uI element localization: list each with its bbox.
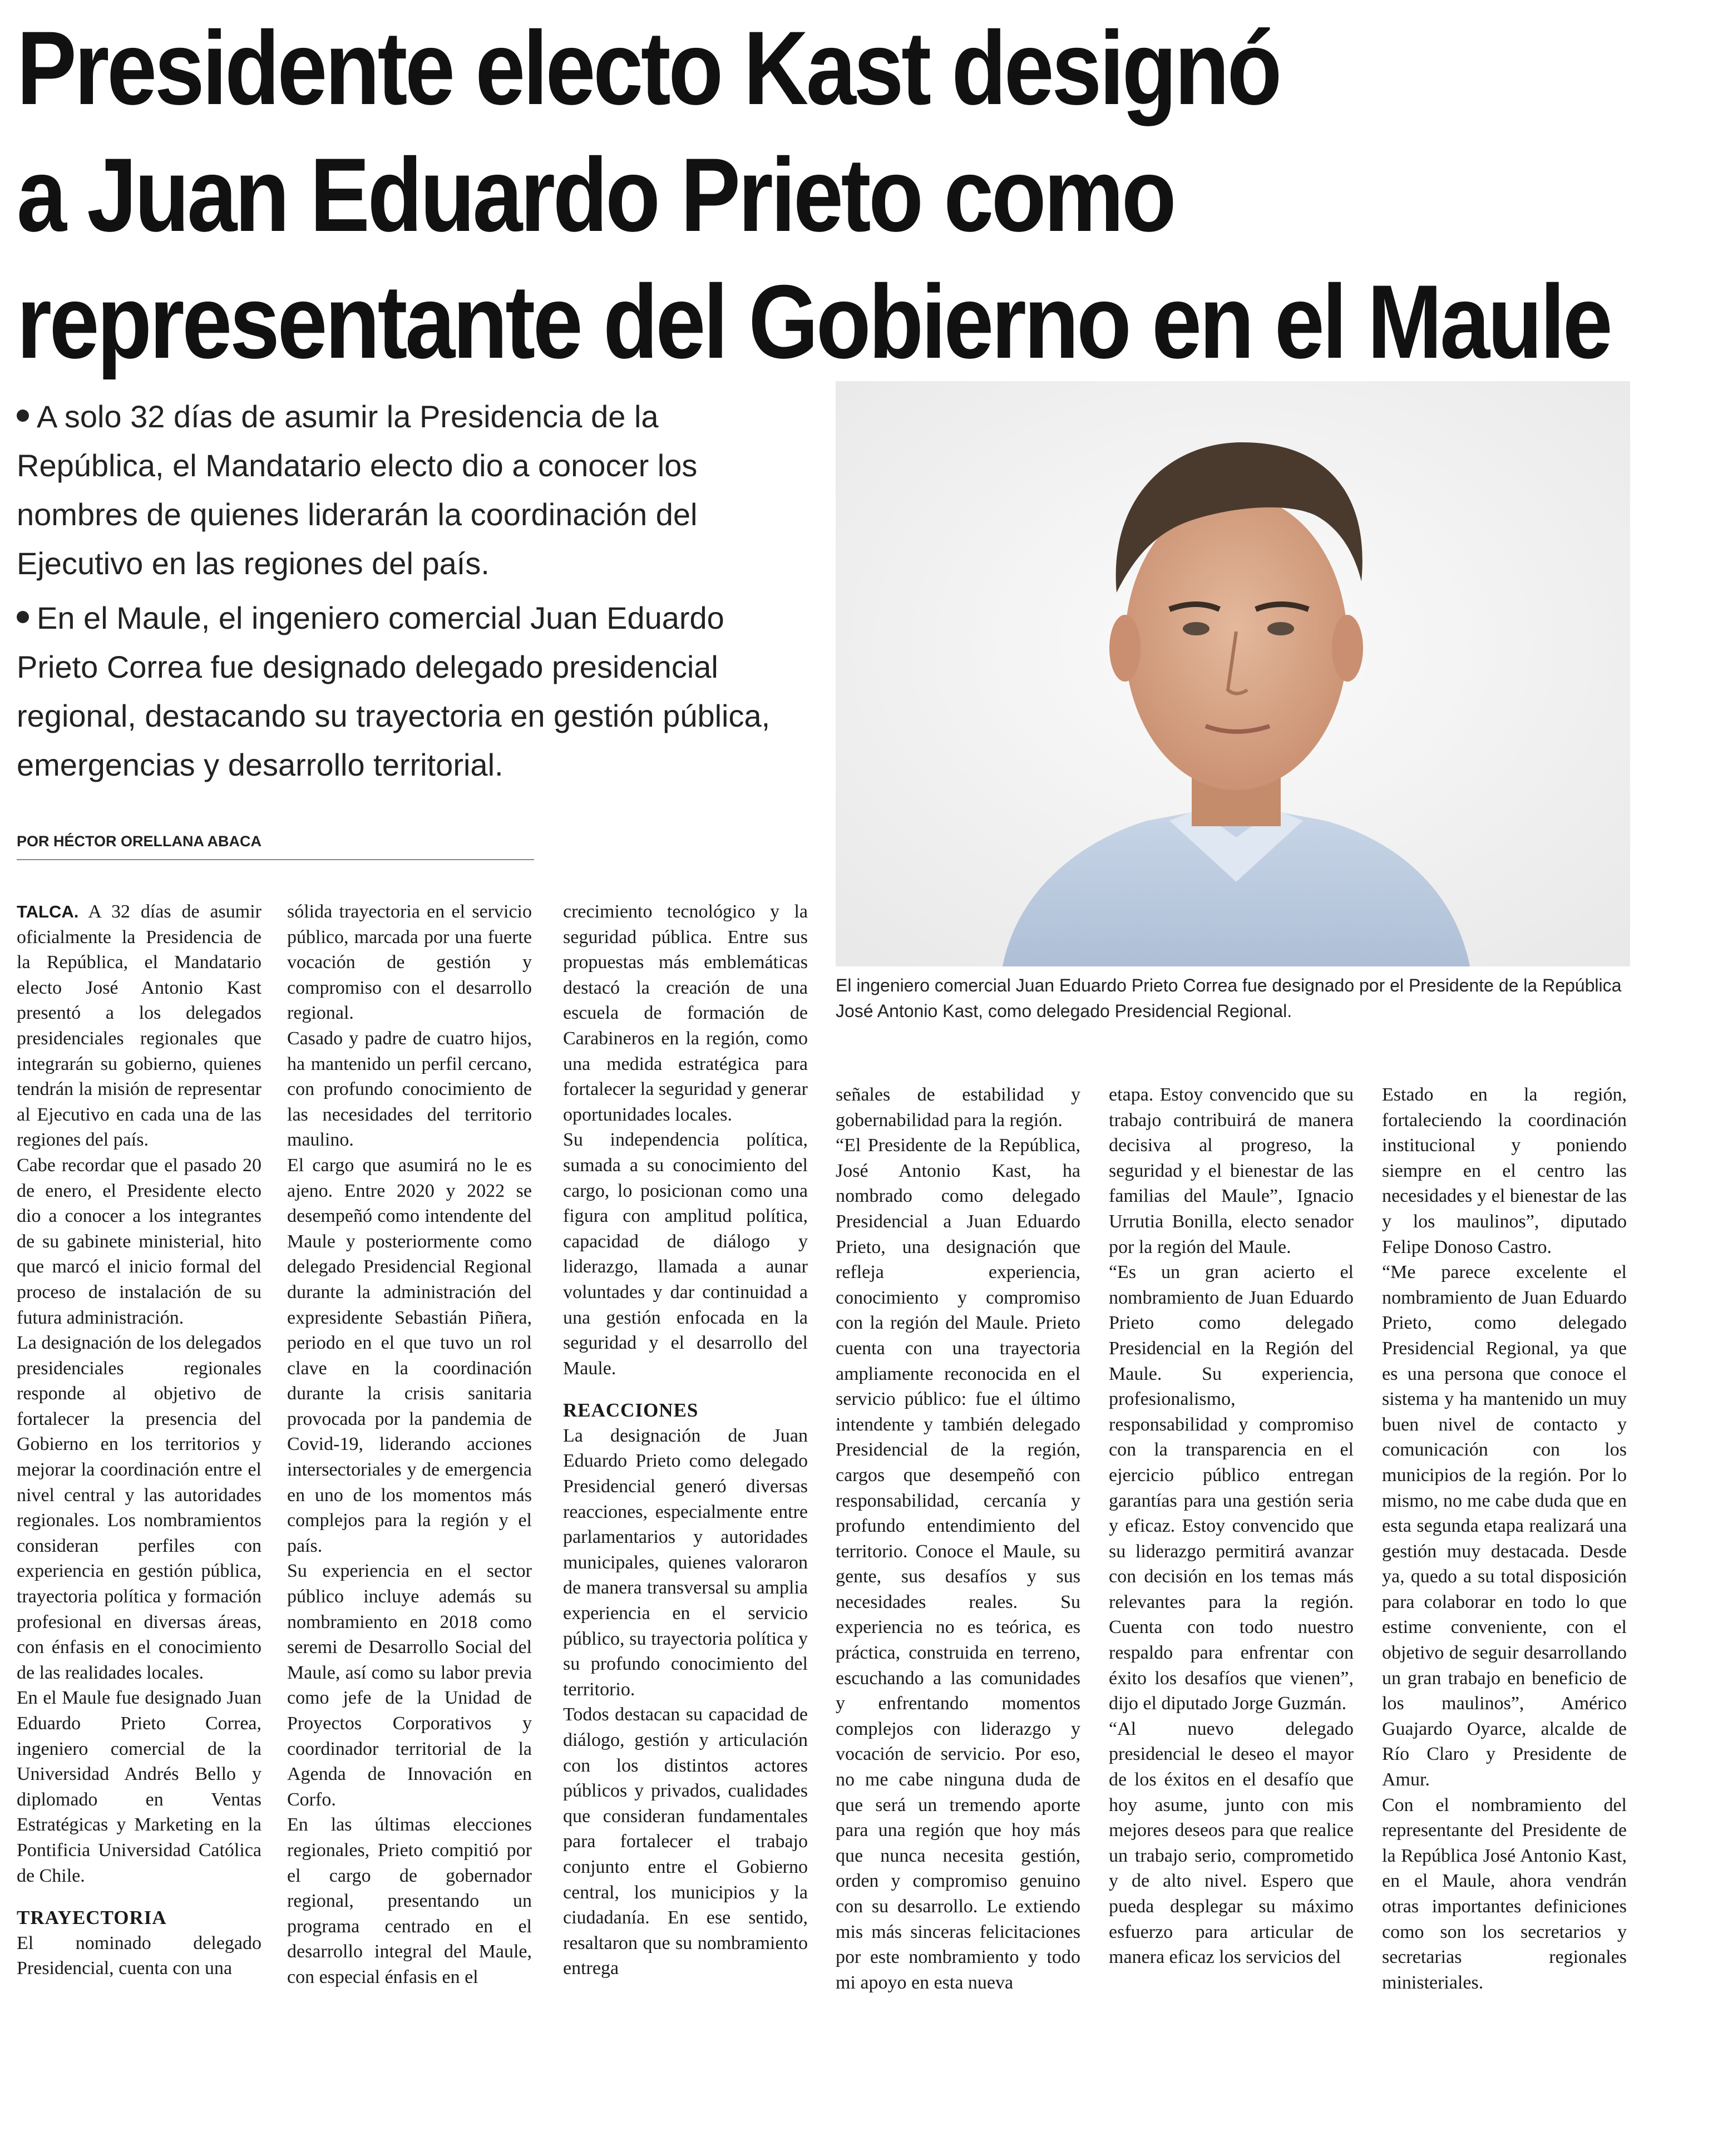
portrait-photo bbox=[836, 381, 1630, 966]
headline-line-1: Presidente electo Kast designó bbox=[17, 9, 1280, 126]
paragraph: Casado y padre de cuatro hijos, ha mantenido un perfil cercano, con profundo conocimiento de las necesidades del territorio maulino. bbox=[287, 1028, 532, 1151]
article-column-5 bbox=[1109, 1082, 1354, 1970]
paragraph: sólida trayectoria en el servicio público, marcada por una fuerte vocación de gestión y compromiso con el desarrollo regional. bbox=[287, 901, 532, 1024]
paragraph: “El Presidente de la República, José Antonio Kast, ha nombrado como delegado Presidencial a Juan Eduardo Prieto, una designación que refleja experiencia, conocimiento y compromiso con la región del Maule. Prieto cuenta con una trayectoria ampliamente reconocida en el servicio público: fue el último intendente y también delegado Presidencial de la región, cargos que desempeñó con responsabilidad, cercanía y profundo entendimiento del territorio. Conoce el Maule, su gente, sus desafíos y sus necesidades reales. Su experiencia no es teórica, es práctica, construida en terreno, escuchando a las comunidades y enfrentando momentos complejos con liderazgo y vocación de servicio. Por eso, no me cabe ninguna duda de que será un tremendo aporte para una región que hoy más que nunca necesita gestión, orden y compromiso genuino con su desarrollo. Le extiendo mis más sinceras felicitaciones por este nombramiento y todo mi apoyo en esta nueva bbox=[836, 1135, 1080, 1993]
summary-bullet-2 bbox=[17, 594, 784, 790]
summary-bullet-2-text: En el Maule, el ingeniero comercial Juan Eduardo Prieto Correa fue designado delegado presidencial regional, destacando su trayectoria en gestión pública, emergencias y desarrollo territorial. bbox=[17, 600, 771, 782]
paragraph: etapa. Estoy convencido que su trabajo contribuirá de manera decisiva al progreso, la seguridad y el bienestar de las familias del Maule”, Ignacio Urrutia Bonilla, electo senador por la región del Maule. bbox=[1109, 1084, 1354, 1257]
headline bbox=[17, 4, 1680, 385]
summary bbox=[17, 392, 784, 795]
paragraph: Todos destacan su capacidad de diálogo, gestión y articulación con los distintos actores públicos y privados, cualidades que consideran fundamentales para fortalecer el trabajo conjunto entre el Gobierno central, los municipios y la ciudadanía. En ese sentido, resaltaron que su nombramiento entrega bbox=[563, 1704, 808, 1979]
paragraph: Estado en la región, fortaleciendo la coordinación institucional y poniendo siempre en el centro las necesidades y el bienestar de las y los maulinos”, diputado Felipe Donoso Castro. bbox=[1382, 1084, 1627, 1257]
summary-bullet-1 bbox=[17, 392, 784, 588]
article-column-2 bbox=[287, 899, 532, 1990]
paragraph: Su experiencia en el sector público incluye además su nombramiento en 2018 como seremi de Desarrollo Social del Maule, así como su labor previa como jefe de la Unidad de Proyectos Corporativos y coordinador territorial de la Agenda de Innovación en Corfo. bbox=[287, 1561, 532, 1810]
subhead-trayectoria: TRAYECTORIA bbox=[17, 1907, 167, 1929]
headline-line-3: representante del Gobierno en el Maule bbox=[17, 263, 1611, 380]
photo-caption: El ingeniero comercial Juan Eduardo Prieto Correa fue designado por el Presidente de la República José Antonio Kast, como delegado Presidencial Regional. bbox=[836, 975, 1622, 1021]
summary-bullet-1-text: A solo 32 días de asumir la Presidencia de la República, el Mandatario electo dio a conocer los nombres de quienes liderarán la coordinación del Ejecutivo en las regiones del país. bbox=[17, 399, 698, 581]
subhead-reacciones: REACCIONES bbox=[563, 1399, 699, 1422]
dateline: TALCA. bbox=[17, 902, 79, 921]
paragraph: Con el nombramiento del representante del Presidente de la República José Antonio Kast, en el Maule, ahora vendrán otras importantes definiciones como son los secretarios y secretarias regionales ministeriales. bbox=[1382, 1794, 1627, 1993]
paragraph-lede bbox=[17, 899, 261, 1153]
paragraph: Su independencia política, sumada a su conocimiento del cargo, lo posicionan como una figura con amplitud política, capacidad de diálogo y liderazgo, llamada a aunar voluntades y dar continuidad a una gestión enfocada en la seguridad y el desarrollo del Maule. bbox=[563, 1129, 808, 1379]
article-column-6 bbox=[1382, 1082, 1627, 1995]
paragraph: El cargo que asumirá no le es ajeno. Entre 2020 y 2022 se desempeñó como intendente del Maule y posteriormente como delegado Presidencial Regional durante la administración del expresidente Sebastián Piñera, periodo en el que tuvo un rol clave en la coordinación durante la crisis sanitaria provocada por la pandemia de Covid-19, liderando acciones intersectoriales y de emergencia en uno de los momentos más complejos para la región y el país. bbox=[287, 1155, 532, 1556]
paragraph: La designación de Juan Eduardo Prieto como delegado Presidencial generó diversas reacciones, especialmente entre parlamentarios y autoridades municipales, quienes valoraron de manera transversal su amplia experiencia en el servicio público, su trayectoria política y su profundo conocimiento del territorio. bbox=[563, 1425, 808, 1700]
paragraph: Cabe recordar que el pasado 20 de enero, el Presidente electo dio a conocer a los integrantes de su gabinete ministerial, hito que marcó el inicio formal del proceso de instalación de su futura administración. bbox=[17, 1155, 261, 1328]
bullet-icon bbox=[17, 611, 29, 623]
byline: POR HÉCTOR ORELLANA ABACA bbox=[17, 833, 534, 860]
article-column-4 bbox=[836, 1082, 1080, 1995]
paragraph: En las últimas elecciones regionales, Prieto compitió por el cargo de gobernador regional, presentando un programa centrado en el desarrollo integral del Maule, con especial énfasis en el bbox=[287, 1814, 532, 1987]
paragraph: El nominado delegado Presidencial, cuenta con una bbox=[17, 1932, 261, 1979]
headline-line-2: a Juan Eduardo Prieto como bbox=[17, 136, 1174, 253]
paragraph: “Me parece excelente el nombramiento de Juan Eduardo Prieto, como delegado Presidencial Regional, ya que es una persona que conoce el sistema y ha mantenido un muy buen nivel de contacto y comunicación con los municipios de la región. Por lo mismo, no me cabe duda que en esta segunda etapa realizará una gestión muy destacada. Desde ya, quedo a su total disposición para colaborar en todo lo que estime conveniente, con el objetivo de seguir desarrollando un gran trabajo en beneficio de los maulinos”, Américo Guajardo Oyarce, alcalde de Río Claro y Presidente de Amur. bbox=[1382, 1262, 1627, 1790]
paragraph: En el Maule fue designado Juan Eduardo Prieto Correa, ingeniero comercial de la Universidad Andrés Bello y diplomado en Ventas Estratégicas y Marketing en la Pontificia Universidad Católica de Chile. bbox=[17, 1688, 261, 1886]
paragraph: La designación de los delegados presidenciales regionales responde al objetivo de fortalecer la presencia del Gobierno en los territorios y mejorar la coordinación entre el nivel central y las autoridades regionales. Los nombramientos consideran perfiles con experiencia en gestión pública, trayectoria política y formación profesional en diversas áreas, con énfasis en el conocimiento de las realidades locales. bbox=[17, 1333, 261, 1683]
paragraph: “Al nuevo delegado presidencial le deseo el mayor de los éxitos en el desafío que hoy asume, junto con mis mejores deseos para que realice un trabajo serio, comprometido y de alto nivel. Espero que pueda desplegar su máximo esfuerzo para articular de manera eficaz los servicios del bbox=[1109, 1718, 1354, 1968]
portrait-illustration bbox=[836, 381, 1630, 966]
bullet-icon bbox=[17, 410, 29, 422]
paragraph: “Es un gran acierto el nombramiento de Juan Eduardo Prieto como delegado Presidencial en la Región del Maule. Su experiencia, profesionalismo, responsabilidad y compromiso con la transparencia en el ejercicio público entregan garantías para una gestión seria y eficaz. Estoy convencido que su liderazgo permitirá avanzar con decisión en los temas más relevantes para la región. Cuenta con todo nuestro respaldo para enfrentar con éxito los desafíos que vienen”, dijo el diputado Jorge Guzmán. bbox=[1109, 1262, 1354, 1714]
paragraph: A 32 días de asumir oficialmente la Presidencia de la República, el Mandatario electo José Antonio Kast presentó a los delegados presidenciales regionales que integrarán su gobierno, quienes tendrán la misión de representar al Ejecutivo en cada una de las regiones del país. bbox=[17, 901, 261, 1151]
article-column-3 bbox=[563, 899, 808, 1981]
paragraph: señales de estabilidad y gobernabilidad para la región. bbox=[836, 1084, 1080, 1131]
paragraph: crecimiento tecnológico y la seguridad pública. Entre sus propuestas más emblemáticas destacó la creación de una escuela de formación de Carabineros en la región, como una medida estratégica para fortalecer la seguridad y generar oportunidades locales. bbox=[563, 901, 808, 1125]
article-column-1 bbox=[17, 899, 261, 1981]
